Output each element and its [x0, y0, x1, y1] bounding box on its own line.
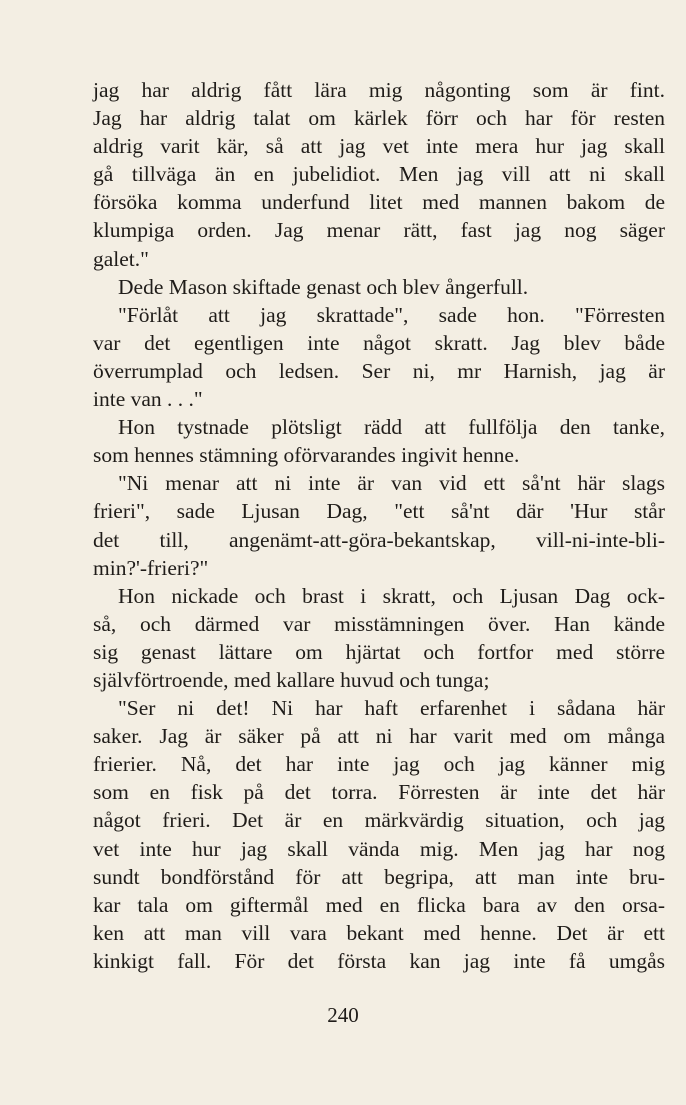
text-line: kinkigt fall. För det första kan jag inte få umgås: [93, 948, 665, 973]
page-number: 240: [327, 1003, 359, 1027]
text-line: självförtroende, med kallare huvud och tunga;: [93, 667, 490, 692]
text-line: Jag har aldrig talat om kärlek förr och har för resten: [93, 106, 665, 131]
text-line: galet.": [93, 246, 149, 271]
text-line: "Förlåt att jag skrattade", sade hon. "Förresten: [118, 302, 665, 327]
text-line: "Ser ni det! Ni har haft erfarenhet i sådana här: [118, 696, 665, 721]
body-text: [93, 76, 665, 975]
text-line: kar tala om giftermål med en flicka bara av den orsa-: [93, 892, 665, 917]
text-line: jag har aldrig fått lära mig någonting som är fint.: [93, 78, 665, 102]
text-line: klumpiga orden. Jag menar rätt, fast jag nog säger: [93, 218, 665, 243]
text-line: var det egentligen inte något skratt. Jag blev både: [93, 330, 665, 355]
text-line: sundt bondförstånd för att begripa, att man inte bru-: [93, 864, 665, 889]
text-line: inte van . . .": [93, 387, 203, 412]
text-line: Dede Mason skiftade genast och blev ångerfull.: [118, 274, 529, 299]
text-line: överrumplad och ledsen. Ser ni, mr Harnish, jag är: [93, 358, 665, 383]
text-line: så, och därmed var misstämningen över. Han kände: [93, 611, 665, 636]
text-line: Hon nickade och brast i skratt, och Ljusan Dag ock-: [118, 583, 665, 608]
text-line: som hennes stämning oförvarandes ingivit henne.: [93, 443, 520, 468]
text-line: saker. Jag är säker på att ni har varit med om många: [93, 724, 665, 749]
text-line: som en fisk på det torra. Förresten är inte det här: [93, 780, 665, 805]
text-line: frieri", sade Ljusan Dag, "ett så'nt där 'Hur står: [93, 499, 665, 524]
text-line: vet inte hur jag skall vända mig. Men jag har nog: [93, 836, 665, 861]
text-line: frierier. Nå, det har inte jag och jag känner mig: [93, 752, 665, 777]
text-line: aldrig varit kär, så att jag vet inte mera hur jag skall: [93, 134, 665, 159]
text-line: ken att man vill vara bekant med henne. Det är ett: [93, 920, 665, 945]
text-line: gå tillväga än en jubelidiot. Men jag vill att ni skall: [93, 162, 665, 187]
text-line: Hon tystnade plötsligt rädd att fullfölja den tanke,: [118, 415, 665, 440]
text-line: något frieri. Det är en märkvärdig situation, och jag: [93, 808, 665, 833]
text-line: "Ni menar att ni inte är van vid ett så'nt här slags: [118, 471, 665, 496]
text-line: det till, angenämt-att-göra-bekantskap, vill-ni-inte-bli-: [93, 527, 665, 552]
text-line: min?'-frieri?": [93, 555, 209, 580]
text-line: försöka komma underfund litet med mannen bakom de: [93, 190, 665, 215]
text-line: sig genast lättare om hjärtat och fortfor med större: [93, 639, 665, 664]
